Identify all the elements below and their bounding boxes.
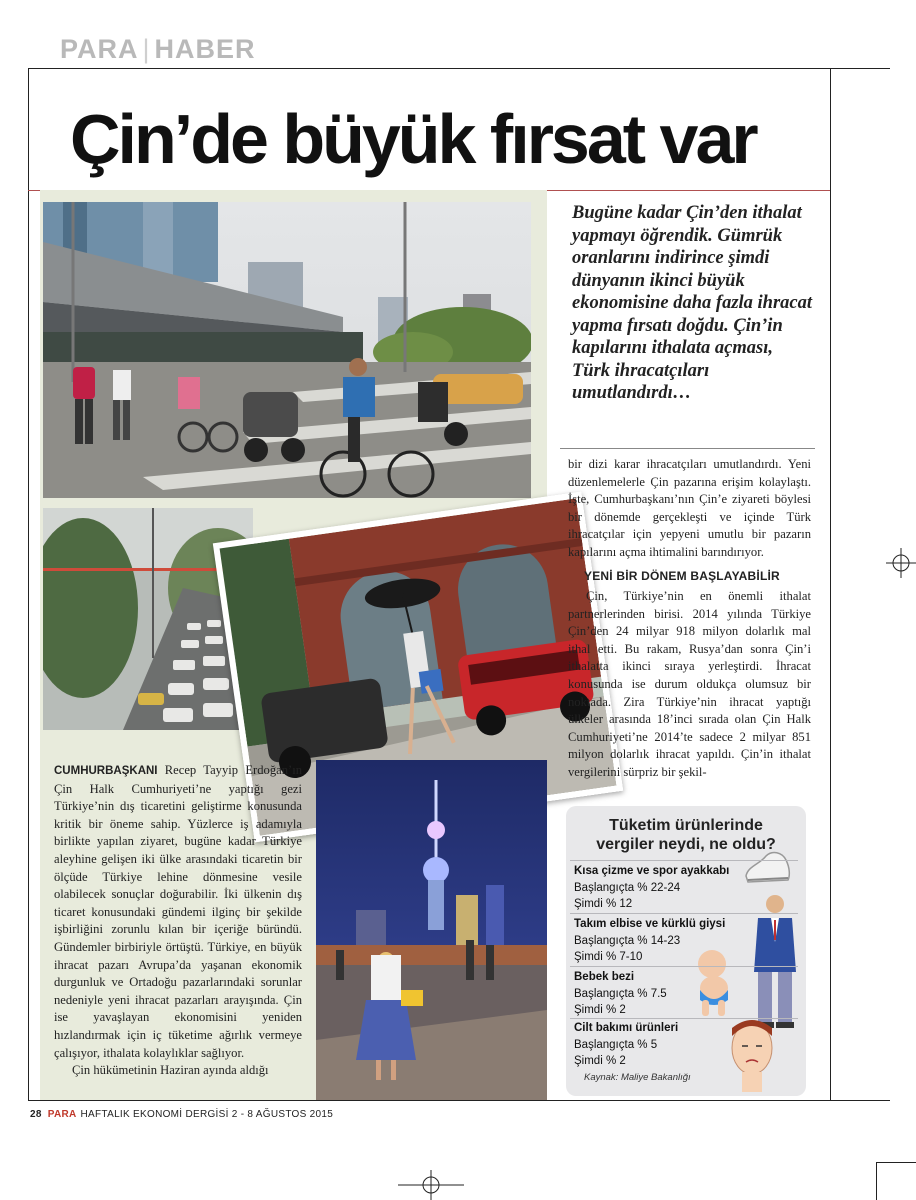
section-label-para: PARA xyxy=(60,34,139,64)
item-now: Şimdi % 2 xyxy=(574,1004,626,1016)
headline: Çin’de büyük fırsat var xyxy=(70,100,756,178)
left-column xyxy=(54,762,302,1080)
infobox-divider xyxy=(570,966,798,967)
lead-paragraph: Bugüne kadar Çin’den ithalat yapmayı öğrendik. Gümrük oranlarını indirince şimdi dünyanın ikinci büyük ekonomisine daha fazla ihracat yapma fırsatı doğdu. Çin’in kapılarını ithalata açması, Türk ihracatçıları umutlandırdı… xyxy=(572,203,813,403)
right-column-paragraph-1 xyxy=(568,456,811,562)
right-column-text-2: Çin, Türkiye’nin en önemli ithalat partnerlerinden birisi. 2014 yılında Türkiye Çin’den 24 milyar 918 milyon dolarlık mal ithal etti. Bu rakam, Rusya’dan sonra Çin’i ithalatta ikinci sıraya yerleştirdi. İhracat konusunda ise durum oldukça olumsuz bir noktada. Zira Türkiye’nin ihracat yaptığı ülkeler arasında 18’inci sırada olan Çin Halk Cumhuriyeti’ne 2014’te sadece 2 milyar 851 milyon dolarlık ihracat yapıldı. Çin’in ithalat vergilerini sürpriz bir şekil- xyxy=(568,589,811,779)
item-name: Cilt bakımı ürünleri xyxy=(574,1022,679,1034)
lead-rule xyxy=(560,448,815,449)
infobox-title: Tüketim ürünlerinde vergiler neydi, ne oldu? xyxy=(596,817,776,853)
right-column-paragraph-2 xyxy=(568,588,811,782)
right-column-text-1: bir dizi karar ihracatçıları umutlandırdı. Yeni düzenlemelerle Çin pazarına erişim kolaylaştı. İşte, Cumhurbaşkanı’nın Çin’e ziyareti böylesi bir dönemde gerçekleşti ve içinde Türk ihracatçılar için yepyeni umutlu bir pazarın kapılarını açma ihtimalini barındırıyor. xyxy=(568,457,811,559)
infobox-item-shoes xyxy=(574,863,729,913)
footer xyxy=(30,1109,333,1120)
item-before: Başlangıçta % 22-24 xyxy=(574,881,681,894)
section-separator: | xyxy=(142,34,151,64)
left-frame-line xyxy=(28,68,29,1100)
registration-mark-bottom xyxy=(398,1170,464,1200)
infobox-divider xyxy=(570,1018,798,1019)
bottom-rule xyxy=(28,1100,890,1101)
footer-brand: PARA xyxy=(47,1109,77,1120)
footer-text: HAFTALIK EKONOMİ DERGİSİ 2 - 8 AĞUSTOS 2015 xyxy=(80,1109,334,1120)
crop-mark xyxy=(876,1162,916,1163)
item-now: Şimdi % 2 xyxy=(574,1055,626,1067)
right-frame-line xyxy=(830,68,831,1100)
item-now: Şimdi % 12 xyxy=(574,898,633,910)
top-rule xyxy=(28,68,890,69)
item-now: Şimdi % 7-10 xyxy=(574,951,643,963)
item-before: Başlangıçta % 5 xyxy=(574,1038,658,1051)
photo-shanghai-night xyxy=(316,760,547,1100)
infobox-divider xyxy=(570,913,798,914)
registration-mark-right xyxy=(886,548,916,578)
item-before: Başlangıçta % 7.5 xyxy=(574,987,667,1000)
section-label-haber: HABER xyxy=(154,34,256,64)
page-number: 28 xyxy=(30,1109,42,1120)
infobox-item-diapers xyxy=(574,969,667,1019)
subhead: YENİ BİR DÖNEM BAŞLAYABİLİR xyxy=(584,569,780,583)
infobox-item-suits xyxy=(574,916,725,966)
item-name: Takım elbise ve kürklü giysi xyxy=(574,918,726,930)
infobox-divider-top xyxy=(570,860,798,861)
section-label xyxy=(60,34,256,65)
face-icon xyxy=(722,1016,782,1096)
shoe-icon xyxy=(742,846,794,886)
left-column-paragraph-1 xyxy=(54,762,302,1062)
infobox-item-skincare xyxy=(574,1020,678,1070)
tax-infobox xyxy=(566,806,806,1096)
left-column-paragraph-2: Çin hükümetinin Haziran ayında aldığı xyxy=(72,1063,269,1078)
crop-mark xyxy=(876,1162,877,1200)
left-column-text-1: Recep Tayyip Erdoğan’ın Çin Halk Cumhuriyeti’ne yaptığı gezi Türkiye’nin dış ticaretini geliştirme konusunda kritik bir öneme sahip. Yüzlerce iş adamıyla birlikte yapılan ziyaret, bugüne kadar Türkiye aleyhine gelişen iki ülke arasındaki ticaretin bir ölçüde Türkiye lehine dönmesine vesile olabilecek sonuçlar doğurabilir. İki ülkenin dış ticaret konusundaki gündemi ilginç bir şekilde işbirliğini zorunlu kılan bir içeriğe büründü. Gündemler birbiriyle örtüştü. Türkiye, en büyük ihracat pazarı Avrupa’da yaşanan ekonomik durgunluk ve Ortadoğu pazarlarındaki sorunlar nedeniyle yeni ihracat pazarları arayışında. Çin ise yavaşlayan ekonomisini yeniden hızlandırmak için iç tüketime ağırlık vermeye çalışıyor, ithalata kolaylıklar sağlıyor. xyxy=(54,763,302,1060)
lead-word: CUMHURBAŞKANI xyxy=(54,765,158,777)
item-name: Bebek bezi xyxy=(574,971,635,983)
item-name: Kısa çizme ve spor ayakkabı xyxy=(574,865,730,877)
infobox-source: Kaynak: Maliye Bakanlığı xyxy=(584,1072,691,1083)
photo-street-cyclists xyxy=(43,202,531,498)
item-before: Başlangıçta % 14-23 xyxy=(574,934,681,947)
